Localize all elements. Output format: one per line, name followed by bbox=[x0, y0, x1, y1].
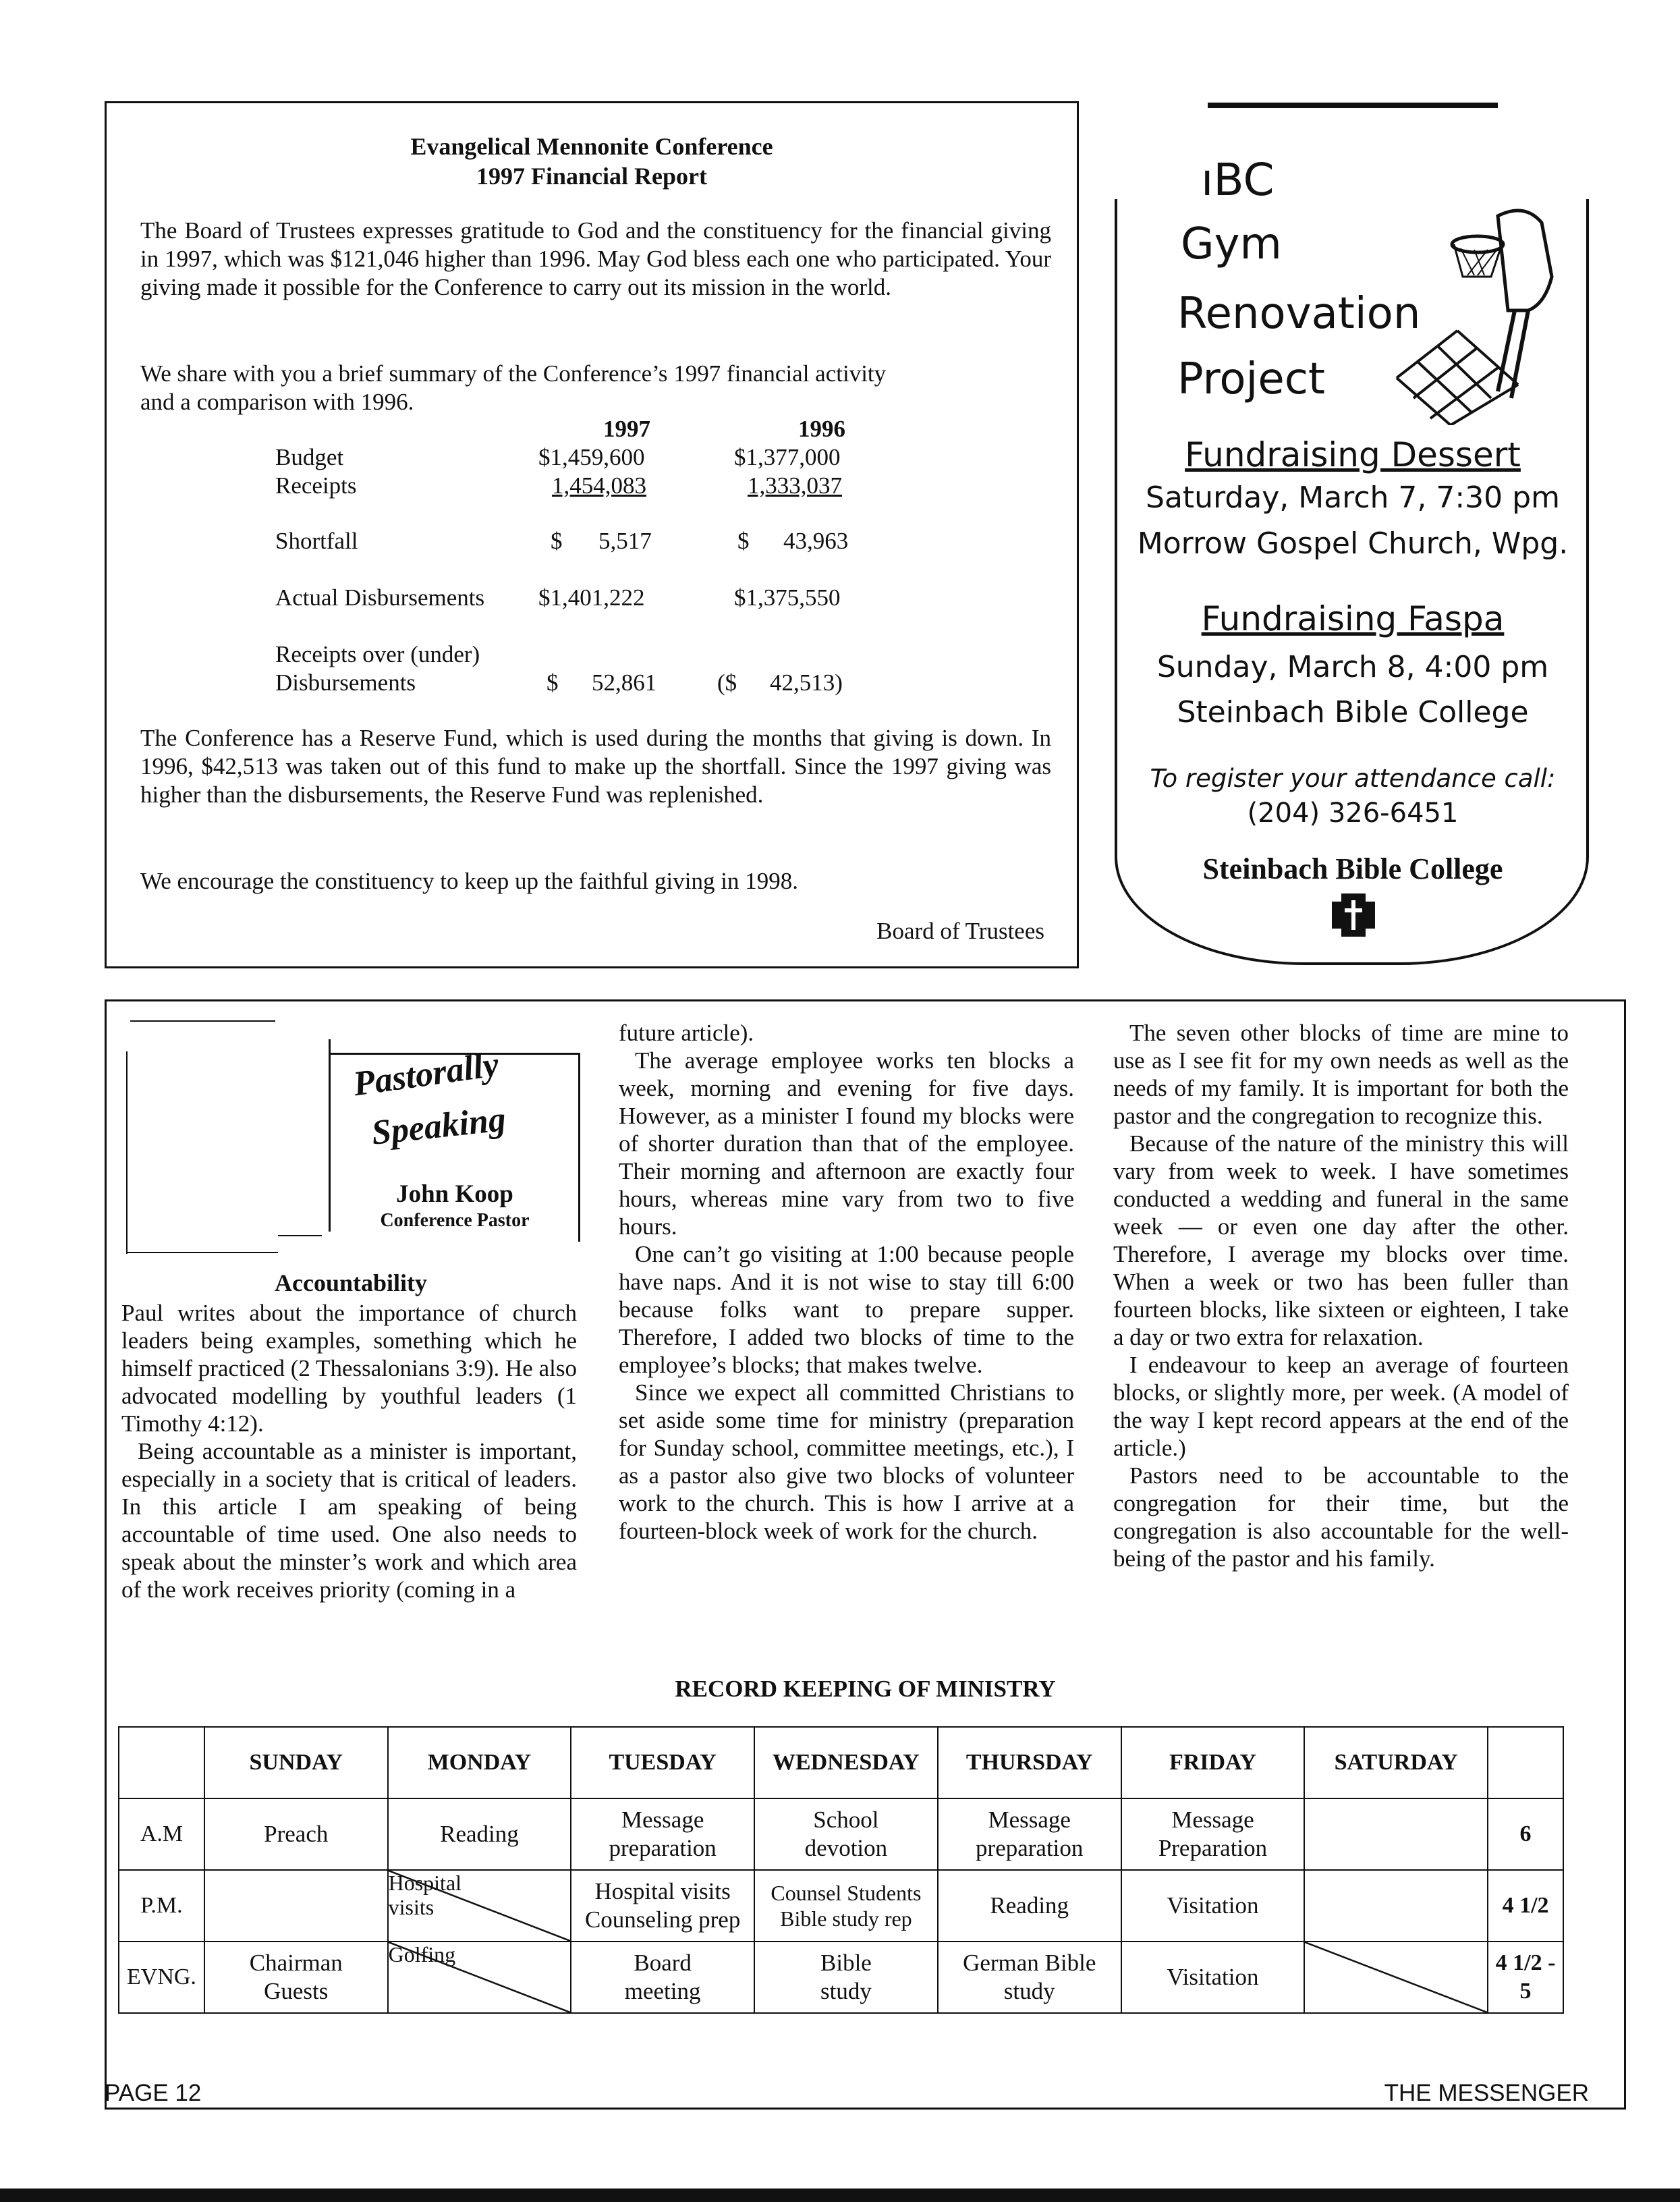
ad-college-name: Steinbach Bible College bbox=[1202, 852, 1503, 885]
article-paragraph: future article). bbox=[619, 1020, 754, 1046]
cell-line: study bbox=[1003, 1978, 1055, 2004]
cell-line: Chairman bbox=[249, 1950, 343, 1976]
cell-line: Golfing bbox=[388, 1942, 456, 1966]
col-head-1997: 1997 bbox=[603, 416, 650, 442]
table-cell: Reading bbox=[388, 1798, 571, 1870]
register-phone: (204) 326-6451 bbox=[1247, 798, 1459, 829]
page-bottom-edge bbox=[0, 2189, 1680, 2202]
table-row bbox=[119, 1870, 1563, 1942]
event2-title: Fundraising Faspa bbox=[1201, 599, 1505, 638]
cell-line: devotion bbox=[804, 1835, 888, 1861]
table-row bbox=[119, 1942, 1563, 2013]
article-paragraph: Pastors need to be accountable to the congregation for their time, but the congregation is also accountable for the well-being of the pastor and his family. bbox=[1113, 1462, 1569, 1572]
actual-label: Actual Disbursements bbox=[275, 584, 485, 611]
table-cell bbox=[1304, 1798, 1488, 1870]
cell-line: Bible study rep bbox=[780, 1906, 912, 1931]
cell-line: Counsel Students bbox=[771, 1881, 922, 1905]
cell-line: Counseling prep bbox=[584, 1906, 741, 1933]
budget-1997: $1,459,600 bbox=[538, 444, 645, 470]
table-cell bbox=[754, 1798, 938, 1870]
header-rule-left bbox=[126, 1051, 128, 1254]
shortfall-label: Shortfall bbox=[275, 528, 358, 554]
cell-line: Message bbox=[621, 1807, 704, 1833]
cell-line: preparation bbox=[976, 1835, 1084, 1861]
report-title-line2: 1997 Financial Report bbox=[476, 163, 707, 190]
article-paragraph: Paul writes about the importance of church leaders being examples, something which he himself practiced (2 Thessalonians 3:9). He also advocated modelling by youthful leaders (1 Timothy 4:12). bbox=[121, 1300, 577, 1437]
column-role: Conference Pastor bbox=[380, 1210, 530, 1231]
day-header: TUESDAY bbox=[571, 1727, 754, 1798]
event1-title: Fundraising Dessert bbox=[1185, 435, 1521, 474]
day-header: MONDAY bbox=[388, 1727, 571, 1798]
report-title-line1: Evangelical Mennonite Conference bbox=[410, 133, 773, 160]
cell-line: Bible bbox=[820, 1950, 872, 1976]
ad-title-line4: Project bbox=[1177, 354, 1325, 404]
report-encourage: We encourage the constituency to keep up the faithful giving in 1998. bbox=[140, 868, 798, 894]
col-head-1996: 1996 bbox=[798, 416, 845, 442]
article-column-1 bbox=[121, 1299, 577, 1603]
college-seal-icon bbox=[1328, 889, 1379, 941]
cell-line: meeting bbox=[624, 1978, 701, 2004]
shortfall-1997-sign: $ bbox=[551, 528, 563, 554]
table-cell bbox=[938, 1942, 1121, 2013]
day-header: FRIDAY bbox=[1121, 1727, 1305, 1798]
table-cell: Preach bbox=[204, 1798, 388, 1870]
record-title: RECORD KEEPING OF MINISTRY bbox=[675, 1676, 1056, 1702]
article-paragraph: Since we expect all committed Christians to set aside some time for ministry (preparation for Sunday school, committee meetings, etc.), I as a pastor also give two blocks of volunteer work to the church. This is how I arrive at a fourteen-block week of work for the church. bbox=[619, 1379, 1074, 1544]
row-label: A.M bbox=[119, 1798, 204, 1870]
record-table bbox=[118, 1726, 1564, 2014]
financial-report-box bbox=[105, 101, 1079, 968]
over-1997: 52,861 bbox=[592, 669, 657, 696]
receipts-1997: 1,454,083 bbox=[552, 472, 646, 499]
over-1996: 42,513) bbox=[770, 669, 843, 696]
article-paragraph: One can’t go visiting at 1:00 because people have naps. And it is not wise to stay till 6:00 because folks want to prepare supper. Therefore, I added two blocks of time to the employee’s blocks; that makes twelve. bbox=[619, 1241, 1074, 1378]
actual-1997: $1,401,222 bbox=[538, 584, 645, 611]
table-cell: Reading bbox=[938, 1870, 1121, 1942]
header-rule-bottom bbox=[126, 1252, 278, 1253]
ad-title-line3: Renovation bbox=[1177, 289, 1421, 339]
table-cell bbox=[571, 1798, 754, 1870]
basketball-hoop-icon bbox=[1383, 196, 1565, 425]
row-total: 4 1/2 bbox=[1488, 1870, 1563, 1942]
table-header-row bbox=[119, 1727, 1563, 1798]
table-cell bbox=[388, 1870, 571, 1942]
event2-when: Sunday, March 8, 4:00 pm bbox=[1156, 650, 1549, 684]
table-cell: Visitation bbox=[1121, 1942, 1305, 2013]
over-1996-open: ($ bbox=[717, 669, 737, 696]
table-cell bbox=[388, 1942, 571, 2013]
publication-name: THE MESSENGER bbox=[1384, 2080, 1589, 2106]
report-signature: Board of Trustees bbox=[876, 918, 1044, 944]
table-cell bbox=[204, 1942, 388, 2013]
event1-when: Saturday, March 7, 7:30 pm bbox=[1146, 480, 1560, 515]
article-column-2 bbox=[619, 1019, 1074, 1545]
report-share-line2: and a comparison with 1996. bbox=[140, 389, 414, 415]
over-label-line1: Receipts over (under) bbox=[275, 641, 480, 667]
page-number: PAGE 12 bbox=[105, 2080, 202, 2106]
column-title-line1: Pastorally bbox=[351, 1045, 501, 1104]
row-total: 4 1/2 - 5 bbox=[1488, 1942, 1563, 2013]
day-header: WEDNESDAY bbox=[754, 1727, 938, 1798]
event1-where: Morrow Gospel Church, Wpg. bbox=[1137, 526, 1569, 561]
row-total: 6 bbox=[1488, 1798, 1563, 1870]
table-cell bbox=[1121, 1798, 1305, 1870]
cell-line: Message bbox=[1171, 1807, 1254, 1833]
cell-line: preparation bbox=[609, 1835, 717, 1861]
table-cell bbox=[754, 1942, 938, 2013]
column-title-line2: Speaking bbox=[370, 1100, 508, 1153]
total-header bbox=[1488, 1727, 1563, 1798]
budget-1996: $1,377,000 bbox=[734, 444, 841, 470]
column-author: John Koop bbox=[396, 1180, 513, 1208]
event2-where: Steinbach Bible College bbox=[1177, 695, 1529, 730]
table-cell bbox=[571, 1942, 754, 2013]
day-header: THURSDAY bbox=[938, 1727, 1121, 1798]
cell-line: study bbox=[820, 1978, 872, 2004]
table-cell: Visitation bbox=[1121, 1870, 1305, 1942]
cell-line: Hospital visits bbox=[594, 1878, 731, 1904]
article-paragraph: Being accountable as a minister is important, especially in a society that is critical of leaders. In this article I am speaking of being accountable of time used. One also needs to speak about the minster’s work and which area of the work receives priority (coming in a bbox=[121, 1438, 577, 1603]
cell-line: Board bbox=[634, 1950, 692, 1976]
table-cell bbox=[754, 1870, 938, 1942]
day-header: SUNDAY bbox=[204, 1727, 388, 1798]
report-share-line1: We share with you a brief summary of the Conference’s 1997 financial activity bbox=[140, 360, 887, 387]
cell-line: Hospital bbox=[388, 1871, 462, 1895]
article-paragraph: I endeavour to keep an average of fourteen blocks, or slightly more, per week. (A model of the way I kept record appears at the end of the article.) bbox=[1113, 1352, 1569, 1461]
over-label-line2: Disbursements bbox=[275, 669, 416, 696]
ad-top-rule bbox=[1208, 103, 1498, 108]
shortfall-1996-sign: $ bbox=[737, 528, 750, 554]
article-column-3 bbox=[1113, 1019, 1569, 1572]
shortfall-1996: 43,963 bbox=[783, 528, 849, 554]
receipts-label: Receipts bbox=[275, 472, 357, 499]
cell-line: Message bbox=[988, 1807, 1071, 1833]
receipts-1996: 1,333,037 bbox=[748, 472, 842, 499]
cell-line: School bbox=[813, 1807, 879, 1833]
day-header: SATURDAY bbox=[1304, 1727, 1488, 1798]
cell-line: Guests bbox=[264, 1978, 329, 2004]
row-label: P.M. bbox=[119, 1870, 204, 1942]
table-corner bbox=[119, 1727, 204, 1798]
table-cell bbox=[204, 1870, 388, 1942]
cell-line: visits bbox=[388, 1895, 435, 1919]
article-paragraph: The seven other blocks of time are mine to use as I see fit for my own needs as well as the needs of my family. It is important for both the pastor and the congregation to recognize this. bbox=[1113, 1020, 1569, 1129]
shortfall-1997: 5,517 bbox=[598, 528, 652, 554]
header-rule-stub bbox=[278, 1235, 322, 1236]
header-rule-top bbox=[130, 1020, 275, 1022]
table-cell bbox=[571, 1870, 754, 1942]
table-cell bbox=[1304, 1942, 1488, 2013]
over-1997-sign: $ bbox=[547, 669, 559, 696]
budget-label: Budget bbox=[275, 444, 344, 470]
table-row bbox=[119, 1798, 1563, 1870]
ad-title-line1: ıBC bbox=[1201, 154, 1275, 206]
cell-line: German Bible bbox=[963, 1950, 1096, 1976]
table-cell bbox=[1304, 1870, 1488, 1942]
article-paragraph: The average employee works ten blocks a week, morning and evening for five days. However, as a minister I found my blocks were of shorter duration than that of the employee. Their morning and afternoon are exactly four hours, whereas mine vary from two to five hours. bbox=[619, 1047, 1074, 1240]
actual-1996: $1,375,550 bbox=[734, 584, 841, 611]
article-paragraph: Because of the nature of the ministry this will vary from week to week. I have sometimes conducted a wedding and funeral in the same week — or even one day after the other. Therefore, I average my blocks over time. When a week or two has been fuller than fourteen blocks, like sixteen or eighteen, I take a day or two extra for relaxation. bbox=[1113, 1130, 1569, 1350]
report-reserve: The Conference has a Reserve Fund, which is used during the months that giving is down. In 1996, $42,513 was taken out of this fund to make up the shortfall. Since the 1997 giving was higher than the disbursements, the Reserve Fund was replenished. bbox=[140, 725, 1051, 808]
cell-line: Preparation bbox=[1158, 1835, 1268, 1861]
report-intro: The Board of Trustees expresses gratitude to God and the constituency for the financial giving in 1997, which was $121,046 higher than 1996. May God bless each one who participated. Your giving made it possible for the Conference to carry out its mission in the world. bbox=[140, 217, 1051, 300]
table-cell bbox=[938, 1798, 1121, 1870]
row-label: EVNG. bbox=[119, 1942, 204, 2013]
register-text: To register your attendance call: bbox=[1150, 764, 1556, 793]
ad-title-line2: Gym bbox=[1181, 219, 1282, 269]
article-heading: Accountability bbox=[274, 1269, 427, 1296]
